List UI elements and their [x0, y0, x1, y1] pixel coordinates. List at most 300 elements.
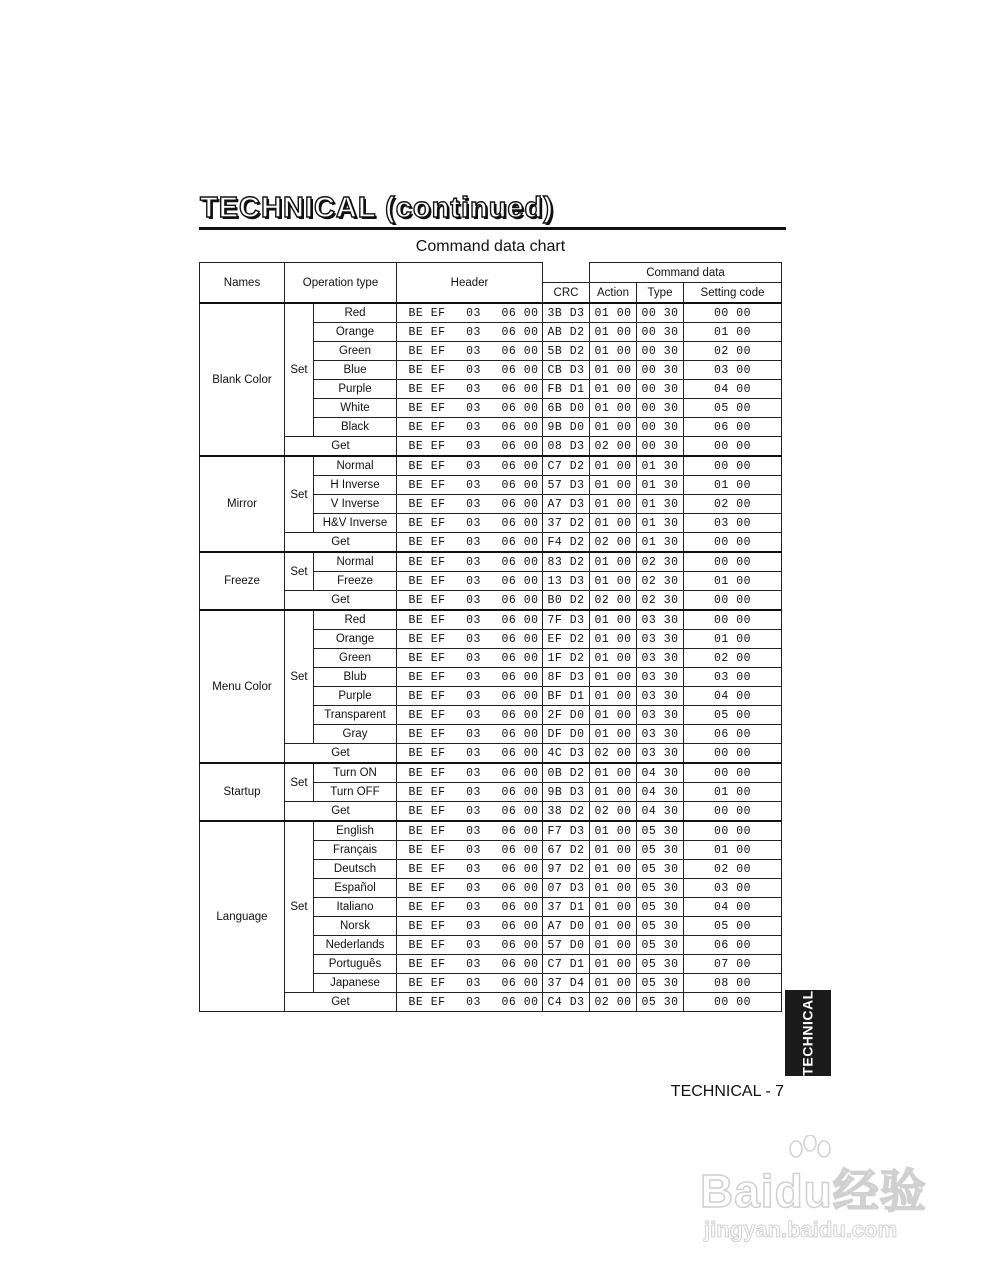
cell-operation: Italiano [314, 898, 397, 917]
cell-header [397, 783, 543, 802]
cell-crc: 97 D2 [543, 860, 590, 879]
cell-header [397, 399, 543, 418]
cell-operation: Green [314, 342, 397, 361]
cell-type: 05 30 [637, 841, 684, 860]
header-byte-2: 03 [466, 382, 481, 396]
header-byte-1: BE EF [408, 900, 446, 914]
table-row [200, 552, 782, 572]
cell-action: 02 00 [590, 802, 637, 822]
cell-action: 01 00 [590, 323, 637, 342]
cell-action: 02 00 [590, 993, 637, 1012]
header-byte-1: BE EF [408, 862, 446, 876]
cell-set: Set [285, 610, 314, 744]
cell-operation: Normal [314, 552, 397, 572]
header-byte-2: 03 [466, 459, 481, 473]
cell-type: 03 30 [637, 725, 684, 744]
header-byte-1: BE EF [408, 976, 446, 990]
cell-crc: 0B D2 [543, 763, 590, 783]
header-crc: CRC [543, 283, 590, 304]
cell-type: 05 30 [637, 936, 684, 955]
table-row-get [200, 533, 782, 553]
header-byte-3: 06 00 [501, 766, 539, 780]
cell-header [397, 323, 543, 342]
header-byte-3: 06 00 [501, 919, 539, 933]
cell-name: Mirror [200, 456, 285, 552]
cell-crc: 8F D3 [543, 668, 590, 687]
cell-operation: H&V Inverse [314, 514, 397, 533]
cell-action: 01 00 [590, 418, 637, 437]
cell-setting-code: 00 00 [684, 744, 782, 764]
cell-header [397, 993, 543, 1012]
cell-operation-get: Get [285, 533, 397, 553]
cell-type: 03 30 [637, 706, 684, 725]
cell-setting-code: 02 00 [684, 649, 782, 668]
header-byte-3: 06 00 [501, 938, 539, 952]
cell-type: 05 30 [637, 993, 684, 1012]
cell-header [397, 879, 543, 898]
cell-operation: Orange [314, 630, 397, 649]
cell-setting-code: 04 00 [684, 687, 782, 706]
cell-crc: 67 D2 [543, 841, 590, 860]
header-byte-3: 06 00 [501, 401, 539, 415]
header-byte-2: 03 [466, 746, 481, 760]
cell-header [397, 955, 543, 974]
header-byte-1: BE EF [408, 785, 446, 799]
cell-crc: 57 D3 [543, 476, 590, 495]
cell-type: 04 30 [637, 763, 684, 783]
header-byte-3: 06 00 [501, 689, 539, 703]
cell-crc: 1F D2 [543, 649, 590, 668]
header-byte-3: 06 00 [501, 535, 539, 549]
cell-operation: Normal [314, 456, 397, 476]
cell-type: 05 30 [637, 955, 684, 974]
cell-name: Menu Color [200, 610, 285, 763]
cell-setting-code: 01 00 [684, 572, 782, 591]
cell-header [397, 936, 543, 955]
cell-crc: 83 D2 [543, 552, 590, 572]
header-byte-2: 03 [466, 401, 481, 415]
header-byte-1: BE EF [408, 689, 446, 703]
header-byte-3: 06 00 [501, 727, 539, 741]
header-byte-1: BE EF [408, 420, 446, 434]
cell-action: 01 00 [590, 725, 637, 744]
cell-crc: 57 D0 [543, 936, 590, 955]
cell-type: 01 30 [637, 476, 684, 495]
cell-header [397, 437, 543, 457]
header-byte-1: BE EF [408, 938, 446, 952]
header-byte-2: 03 [466, 881, 481, 895]
cell-header [397, 342, 543, 361]
cell-name: Language [200, 821, 285, 1012]
cell-operation: Purple [314, 687, 397, 706]
cell-header [397, 725, 543, 744]
cell-setting-code: 02 00 [684, 342, 782, 361]
cell-set: Set [285, 552, 314, 591]
cell-setting-code: 01 00 [684, 783, 782, 802]
cell-operation: Red [314, 303, 397, 323]
table-row-get [200, 437, 782, 457]
header-byte-2: 03 [466, 689, 481, 703]
cell-crc: A7 D0 [543, 917, 590, 936]
cell-header [397, 841, 543, 860]
cell-crc: EF D2 [543, 630, 590, 649]
header-byte-3: 06 00 [501, 670, 539, 684]
cell-type: 03 30 [637, 668, 684, 687]
header-byte-3: 06 00 [501, 746, 539, 760]
header-byte-1: BE EF [408, 843, 446, 857]
cell-setting-code: 00 00 [684, 456, 782, 476]
cell-setting-code: 00 00 [684, 610, 782, 630]
cell-header [397, 917, 543, 936]
cell-header [397, 591, 543, 611]
header-byte-3: 06 00 [501, 881, 539, 895]
cell-header [397, 418, 543, 437]
cell-setting-code: 00 00 [684, 763, 782, 783]
cell-type: 05 30 [637, 821, 684, 841]
cell-setting-code: 03 00 [684, 361, 782, 380]
header-byte-3: 06 00 [501, 708, 539, 722]
header-byte-1: BE EF [408, 382, 446, 396]
header-byte-2: 03 [466, 785, 481, 799]
page-title: TECHNICAL (continued) [200, 192, 554, 224]
cell-type: 01 30 [637, 514, 684, 533]
cell-operation-get: Get [285, 591, 397, 611]
cell-setting-code: 00 00 [684, 533, 782, 553]
header-byte-1: BE EF [408, 632, 446, 646]
cell-type: 05 30 [637, 974, 684, 993]
cell-action: 01 00 [590, 821, 637, 841]
header-byte-1: BE EF [408, 995, 446, 1009]
cell-header [397, 610, 543, 630]
header-byte-2: 03 [466, 843, 481, 857]
header-byte-3: 06 00 [501, 957, 539, 971]
header-operation-type: Operation type [285, 263, 397, 304]
header-byte-3: 06 00 [501, 439, 539, 453]
cell-setting-code: 06 00 [684, 936, 782, 955]
cell-name: Startup [200, 763, 285, 821]
cell-operation: Nederlands [314, 936, 397, 955]
cell-setting-code: 02 00 [684, 860, 782, 879]
cell-type: 00 30 [637, 303, 684, 323]
cell-set: Set [285, 456, 314, 533]
cell-header [397, 802, 543, 822]
cell-action: 02 00 [590, 744, 637, 764]
cell-setting-code: 00 00 [684, 552, 782, 572]
cell-header [397, 303, 543, 323]
cell-operation: V Inverse [314, 495, 397, 514]
header-byte-2: 03 [466, 363, 481, 377]
header-byte-2: 03 [466, 306, 481, 320]
cell-header [397, 572, 543, 591]
cell-name: Blank Color [200, 303, 285, 456]
cell-operation: Turn ON [314, 763, 397, 783]
header-type: Type [637, 283, 684, 304]
table-row-get [200, 591, 782, 611]
cell-type: 01 30 [637, 495, 684, 514]
cell-crc: FB D1 [543, 380, 590, 399]
cell-type: 03 30 [637, 649, 684, 668]
table-row [200, 821, 782, 841]
cell-set: Set [285, 763, 314, 802]
cell-setting-code: 01 00 [684, 323, 782, 342]
cell-operation: Purple [314, 380, 397, 399]
header-byte-1: BE EF [408, 439, 446, 453]
cell-type: 04 30 [637, 783, 684, 802]
cell-action: 01 00 [590, 552, 637, 572]
cell-crc: AB D2 [543, 323, 590, 342]
cell-crc: 13 D3 [543, 572, 590, 591]
cell-operation-get: Get [285, 802, 397, 822]
header-byte-3: 06 00 [501, 344, 539, 358]
cell-setting-code: 04 00 [684, 898, 782, 917]
cell-setting-code: 00 00 [684, 303, 782, 323]
header-byte-2: 03 [466, 632, 481, 646]
cell-type: 04 30 [637, 802, 684, 822]
cell-type: 05 30 [637, 898, 684, 917]
header-byte-3: 06 00 [501, 862, 539, 876]
header-byte-2: 03 [466, 325, 481, 339]
cell-operation: Deutsch [314, 860, 397, 879]
header-byte-3: 06 00 [501, 555, 539, 569]
header-byte-3: 06 00 [501, 325, 539, 339]
cell-crc: F4 D2 [543, 533, 590, 553]
cell-setting-code: 00 00 [684, 437, 782, 457]
header-byte-3: 06 00 [501, 497, 539, 511]
header-byte-2: 03 [466, 995, 481, 1009]
cell-type: 03 30 [637, 610, 684, 630]
header-byte-3: 06 00 [501, 382, 539, 396]
header-byte-2: 03 [466, 766, 481, 780]
cell-setting-code: 02 00 [684, 495, 782, 514]
cell-header [397, 649, 543, 668]
header-byte-3: 06 00 [501, 632, 539, 646]
cell-type: 01 30 [637, 456, 684, 476]
cell-setting-code: 00 00 [684, 802, 782, 822]
cell-crc: C7 D2 [543, 456, 590, 476]
side-tab [785, 990, 831, 1076]
header-byte-1: BE EF [408, 478, 446, 492]
cell-header [397, 763, 543, 783]
cell-setting-code: 01 00 [684, 841, 782, 860]
header-byte-2: 03 [466, 344, 481, 358]
header-byte-2: 03 [466, 938, 481, 952]
cell-action: 01 00 [590, 936, 637, 955]
cell-crc: C4 D3 [543, 993, 590, 1012]
cell-type: 00 30 [637, 323, 684, 342]
cell-crc: 9B D3 [543, 783, 590, 802]
cell-action: 02 00 [590, 591, 637, 611]
header-byte-3: 06 00 [501, 478, 539, 492]
cell-operation: English [314, 821, 397, 841]
header-byte-2: 03 [466, 919, 481, 933]
cell-setting-code: 08 00 [684, 974, 782, 993]
header-byte-3: 06 00 [501, 843, 539, 857]
header-byte-2: 03 [466, 727, 481, 741]
cell-crc: 7F D3 [543, 610, 590, 630]
header-setting-code: Setting code [684, 283, 782, 304]
header-byte-2: 03 [466, 651, 481, 665]
cell-crc: 9B D0 [543, 418, 590, 437]
cell-header [397, 744, 543, 764]
cell-action: 01 00 [590, 476, 637, 495]
cell-action: 01 00 [590, 361, 637, 380]
cell-type: 00 30 [637, 342, 684, 361]
cell-type: 03 30 [637, 687, 684, 706]
header-byte-2: 03 [466, 862, 481, 876]
cell-operation: Blub [314, 668, 397, 687]
cell-action: 01 00 [590, 955, 637, 974]
header-byte-2: 03 [466, 420, 481, 434]
cell-header [397, 668, 543, 687]
cell-type: 03 30 [637, 744, 684, 764]
cell-operation: Red [314, 610, 397, 630]
cell-crc: CB D3 [543, 361, 590, 380]
cell-operation: Blue [314, 361, 397, 380]
header-byte-3: 06 00 [501, 995, 539, 1009]
cell-setting-code: 03 00 [684, 668, 782, 687]
cell-header [397, 476, 543, 495]
cell-header [397, 630, 543, 649]
cell-crc: F7 D3 [543, 821, 590, 841]
cell-action: 01 00 [590, 841, 637, 860]
header-byte-3: 06 00 [501, 574, 539, 588]
header-byte-3: 06 00 [501, 613, 539, 627]
cell-action: 01 00 [590, 706, 637, 725]
cell-header [397, 898, 543, 917]
table-caption: Command data chart [415, 238, 566, 255]
cell-crc: 37 D2 [543, 514, 590, 533]
header-command-data: Command data [590, 263, 782, 283]
cell-setting-code: 03 00 [684, 514, 782, 533]
header-byte-3: 06 00 [501, 976, 539, 990]
header-byte-3: 06 00 [501, 785, 539, 799]
header-byte-1: BE EF [408, 497, 446, 511]
header-byte-1: BE EF [408, 881, 446, 895]
header-byte-1: BE EF [408, 766, 446, 780]
cell-crc: 5B D2 [543, 342, 590, 361]
header-byte-1: BE EF [408, 727, 446, 741]
cell-type: 00 30 [637, 399, 684, 418]
cell-type: 05 30 [637, 879, 684, 898]
header-byte-2: 03 [466, 497, 481, 511]
cell-type: 02 30 [637, 572, 684, 591]
cell-type: 00 30 [637, 437, 684, 457]
header-byte-2: 03 [466, 516, 481, 530]
cell-operation: Green [314, 649, 397, 668]
table-body [200, 303, 782, 1012]
header-byte-1: BE EF [408, 670, 446, 684]
cell-crc: BF D1 [543, 687, 590, 706]
header-byte-2: 03 [466, 976, 481, 990]
cell-type: 00 30 [637, 380, 684, 399]
header-header: Header [397, 263, 543, 304]
cell-setting-code: 07 00 [684, 955, 782, 974]
command-data-table [199, 262, 782, 1012]
cell-crc: 07 D3 [543, 879, 590, 898]
header-byte-2: 03 [466, 555, 481, 569]
cell-type: 00 30 [637, 418, 684, 437]
cell-type: 03 30 [637, 630, 684, 649]
header-byte-1: BE EF [408, 401, 446, 415]
cell-crc: 37 D1 [543, 898, 590, 917]
header-byte-1: BE EF [408, 516, 446, 530]
header-byte-2: 03 [466, 824, 481, 838]
title-rule [199, 227, 786, 230]
table-row-get [200, 744, 782, 764]
cell-setting-code: 05 00 [684, 399, 782, 418]
table-row [200, 303, 782, 323]
header-byte-2: 03 [466, 439, 481, 453]
header-byte-3: 06 00 [501, 804, 539, 818]
cell-header [397, 860, 543, 879]
table-row-get [200, 802, 782, 822]
header-byte-2: 03 [466, 900, 481, 914]
cell-operation-get: Get [285, 993, 397, 1012]
header-byte-1: BE EF [408, 708, 446, 722]
cell-action: 01 00 [590, 630, 637, 649]
header-byte-3: 06 00 [501, 516, 539, 530]
header-byte-1: BE EF [408, 459, 446, 473]
header-byte-1: BE EF [408, 593, 446, 607]
cell-action: 02 00 [590, 533, 637, 553]
table-row-get [200, 993, 782, 1012]
header-byte-1: BE EF [408, 555, 446, 569]
cell-crc: 6B D0 [543, 399, 590, 418]
header-byte-1: BE EF [408, 746, 446, 760]
cell-crc: 38 D2 [543, 802, 590, 822]
cell-type: 05 30 [637, 917, 684, 936]
cell-action: 01 00 [590, 495, 637, 514]
cell-header [397, 456, 543, 476]
header-byte-2: 03 [466, 957, 481, 971]
cell-operation: Japanese [314, 974, 397, 993]
cell-action: 01 00 [590, 514, 637, 533]
cell-setting-code: 01 00 [684, 476, 782, 495]
cell-set: Set [285, 303, 314, 437]
header-byte-1: BE EF [408, 535, 446, 549]
cell-action: 01 00 [590, 668, 637, 687]
cell-setting-code: 03 00 [684, 879, 782, 898]
cell-operation: Freeze [314, 572, 397, 591]
cell-action: 01 00 [590, 456, 637, 476]
cell-header [397, 514, 543, 533]
header-byte-1: BE EF [408, 919, 446, 933]
header-byte-3: 06 00 [501, 363, 539, 377]
header-byte-2: 03 [466, 478, 481, 492]
cell-setting-code: 00 00 [684, 821, 782, 841]
cell-operation: Turn OFF [314, 783, 397, 802]
cell-crc: B0 D2 [543, 591, 590, 611]
header-byte-2: 03 [466, 708, 481, 722]
header-byte-1: BE EF [408, 363, 446, 377]
watermark-main: Baidu经验 [700, 1165, 927, 1217]
cell-type: 02 30 [637, 591, 684, 611]
header-byte-1: BE EF [408, 344, 446, 358]
cell-header [397, 974, 543, 993]
header-byte-1: BE EF [408, 957, 446, 971]
cell-action: 01 00 [590, 879, 637, 898]
cell-action: 01 00 [590, 610, 637, 630]
cell-action: 01 00 [590, 572, 637, 591]
header-byte-1: BE EF [408, 574, 446, 588]
header-byte-1: BE EF [408, 325, 446, 339]
header-names: Names [200, 263, 285, 304]
header-byte-3: 06 00 [501, 824, 539, 838]
cell-setting-code: 05 00 [684, 706, 782, 725]
cell-crc: 4C D3 [543, 744, 590, 764]
cell-crc: 2F D0 [543, 706, 590, 725]
header-byte-2: 03 [466, 670, 481, 684]
